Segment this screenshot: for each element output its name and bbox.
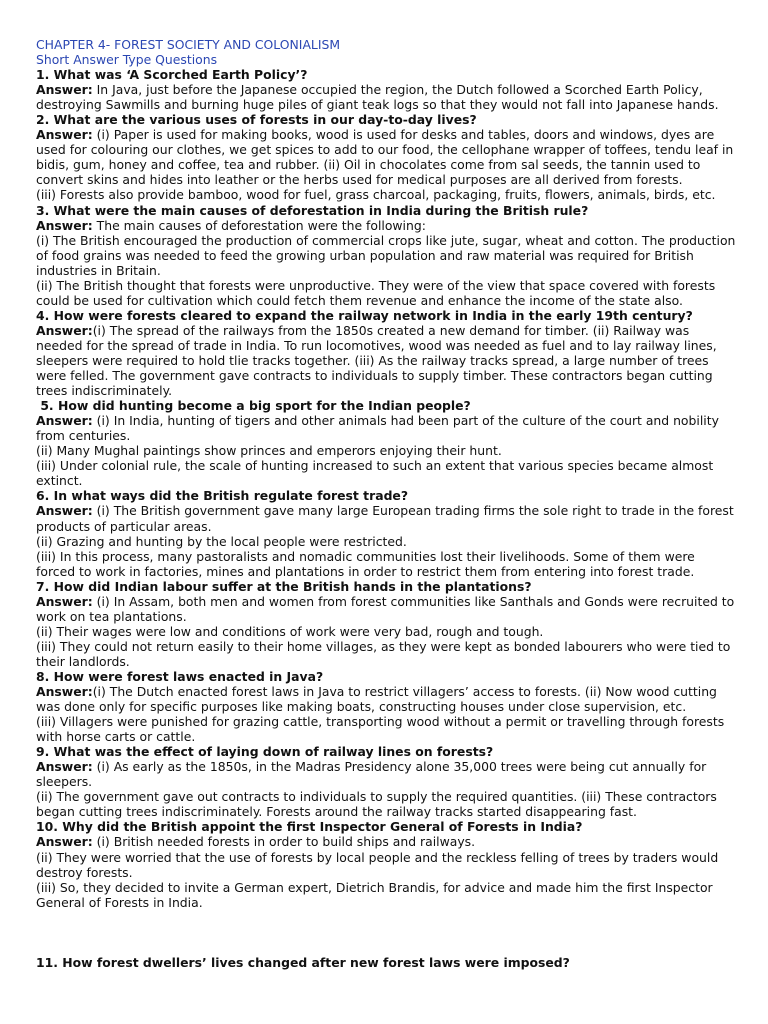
answer-10 bbox=[36, 834, 736, 849]
answer-label: Answer: bbox=[36, 684, 93, 700]
question-10: 10. Why did the British appoint the first Inspector General of Forests in India? bbox=[36, 819, 583, 835]
question-8: 8. How were forest laws enacted in Java? bbox=[36, 668, 324, 684]
answer-6 bbox=[36, 503, 736, 533]
answer-7-point: (ii) Their wages were low and conditions of work were very bad, rough and tough. bbox=[36, 623, 544, 639]
answer-3-point: (i) The British encouraged the production of commercial crops like jute, sugar, wheat and cotton. The production of food grains was needed to feed the growing urban population and raw material was required for British industries in Britain. bbox=[36, 232, 736, 278]
answer-label: Answer: bbox=[36, 759, 93, 775]
question-3: 3. What were the main causes of deforestation in India during the British rule? bbox=[36, 202, 589, 218]
question-9: 9. What was the effect of laying down of railway lines on forests? bbox=[36, 744, 494, 760]
answer-9-point: (ii) The government gave out contracts to individuals to supply the required quantities. (iii) These contractors began cutting trees indiscriminately. Forests around the railway tracks started disappearing fast. bbox=[36, 789, 717, 820]
answer-label: Answer: bbox=[36, 413, 93, 429]
answer-text: (i) The spread of the railways from the 1850s created a new demand for timber. (ii) Railway was needed for the spread of trade in India. To run locomotives, wood was needed as fuel and to lay railway lines, sleepers were required to hold tlie tracks together. (iii) As the railway tracks spread, a large number of trees were felled. The government gave contracts to individuals to supply timber. These contractors began cutting trees indiscriminately. bbox=[36, 322, 717, 399]
chapter-title: CHAPTER 4- FOREST SOCIETY AND COLONIALISM bbox=[36, 37, 341, 52]
answer-label: Answer: bbox=[36, 217, 93, 233]
answer-text: (i) The British government gave many large European trading firms the sole right to trade in the forest products of particular areas. bbox=[36, 503, 734, 534]
document-page bbox=[36, 37, 736, 970]
answer-9 bbox=[36, 759, 736, 789]
answer-label: Answer: bbox=[36, 127, 93, 143]
answer-5 bbox=[36, 413, 736, 443]
answer-label: Answer: bbox=[36, 503, 93, 519]
answer-text: (i) Paper is used for making books, wood is used for desks and tables, doors and windows, dyes are used for colouring our clothes, we get spices to add to our food, the cellophane wrapper of toffees, tendu leaf in bidis, gum, honey and coffee, tea and rubber. (ii) Oil in chocolates come from sal seeds, the tannin used to convert skins and hides into leather or the herbs used for medical purposes are all derived from forests. bbox=[36, 127, 734, 188]
section-subtitle: Short Answer Type Questions bbox=[36, 52, 218, 68]
answer-label: Answer: bbox=[36, 593, 93, 609]
answer-text: (i) The Dutch enacted forest laws in Java to restrict villagers’ access to forests. (ii) Now wood cutting was done only for specific purposes like making boats, constructing houses under close supervision, etc. bbox=[36, 684, 717, 715]
question-11: 11. How forest dwellers’ lives changed after new forest laws were imposed? bbox=[36, 954, 570, 970]
answer-label: Answer: bbox=[36, 322, 93, 338]
answer-8 bbox=[36, 684, 736, 714]
question-4: 4. How were forests cleared to expand the railway network in India in the early 19th century? bbox=[36, 307, 693, 323]
answer-text: (i) In India, hunting of tigers and other animals had been part of the culture of the court and nobility from centuries. bbox=[36, 413, 719, 444]
answer-6-point: (iii) In this process, many pastoralists and nomadic communities lost their livelihoods. Some of them were forced to work in factories, mines and plantations in order to restrict them from entering into forest trade. bbox=[36, 548, 695, 579]
answer-label: Answer: bbox=[36, 834, 93, 850]
answer-5-point: (iii) Under colonial rule, the scale of hunting increased to such an extent that various species became almost extinct. bbox=[36, 458, 714, 489]
answer-3-point: (ii) The British thought that forests were unproductive. They were of the view that space covered with forests could be used for cultivation which could fetch them revenue and enhance the income of the state also. bbox=[36, 277, 716, 308]
answer-text: (i) In Assam, both men and women from forest communities like Santhals and Gonds were recruited to work on tea plantations. bbox=[36, 593, 735, 624]
question-1: 1. What was ‘A Scorched Earth Policy’? bbox=[36, 67, 308, 83]
answer-label: Answer: bbox=[36, 82, 93, 98]
answer-3 bbox=[36, 218, 736, 233]
answer-text: In Java, just before the Japanese occupied the region, the Dutch followed a Scorched Earth Policy, destroying Sawmills and burning huge piles of giant teak logs so that they would not fall into Japanese hands. bbox=[36, 82, 719, 113]
question-6: 6. In what ways did the British regulate forest trade? bbox=[36, 488, 409, 504]
answer-10-point: (ii) They were worried that the use of forests by local people and the reckless felling of trees by traders would destroy forests. bbox=[36, 849, 719, 880]
answer-2 bbox=[36, 127, 736, 187]
question-7: 7. How did Indian labour suffer at the British hands in the plantations? bbox=[36, 578, 532, 594]
answer-8-point: (iii) Villagers were punished for grazing cattle, transporting wood without a permit or travelling through forests with horse carts or cattle. bbox=[36, 714, 725, 745]
answer-4 bbox=[36, 323, 736, 398]
answer-text: (i) British needed forests in order to build ships and railways. bbox=[92, 834, 476, 850]
answer-text: (i) As early as the 1850s, in the Madras Presidency alone 35,000 trees were being cut annually for sleepers. bbox=[36, 759, 707, 790]
answer-7 bbox=[36, 594, 736, 624]
answer-5-point: (ii) Many Mughal paintings show princes and emperors enjoying their hunt. bbox=[36, 443, 502, 459]
question-2: 2. What are the various uses of forests in our day-to-day lives? bbox=[36, 112, 477, 128]
answer-10-point: (iii) So, they decided to invite a German expert, Dietrich Brandis, for advice and made him the first Inspector General of Forests in India. bbox=[36, 879, 713, 910]
answer-2-point: (iii) Forests also provide bamboo, wood for fuel, grass charcoal, packaging, fruits, flowers, animals, birds, etc. bbox=[36, 187, 716, 203]
blank-space bbox=[36, 910, 736, 955]
answer-6-point: (ii) Grazing and hunting by the local people were restricted. bbox=[36, 533, 407, 549]
answer-text: The main causes of deforestation were the following: bbox=[92, 217, 426, 233]
answer-7-point: (iii) They could not return easily to their home villages, as they were kept as bonded labourers who were tied to their landlords. bbox=[36, 638, 731, 669]
question-5: 5. How did hunting become a big sport for the Indian people? bbox=[36, 398, 471, 414]
answer-1 bbox=[36, 82, 736, 112]
